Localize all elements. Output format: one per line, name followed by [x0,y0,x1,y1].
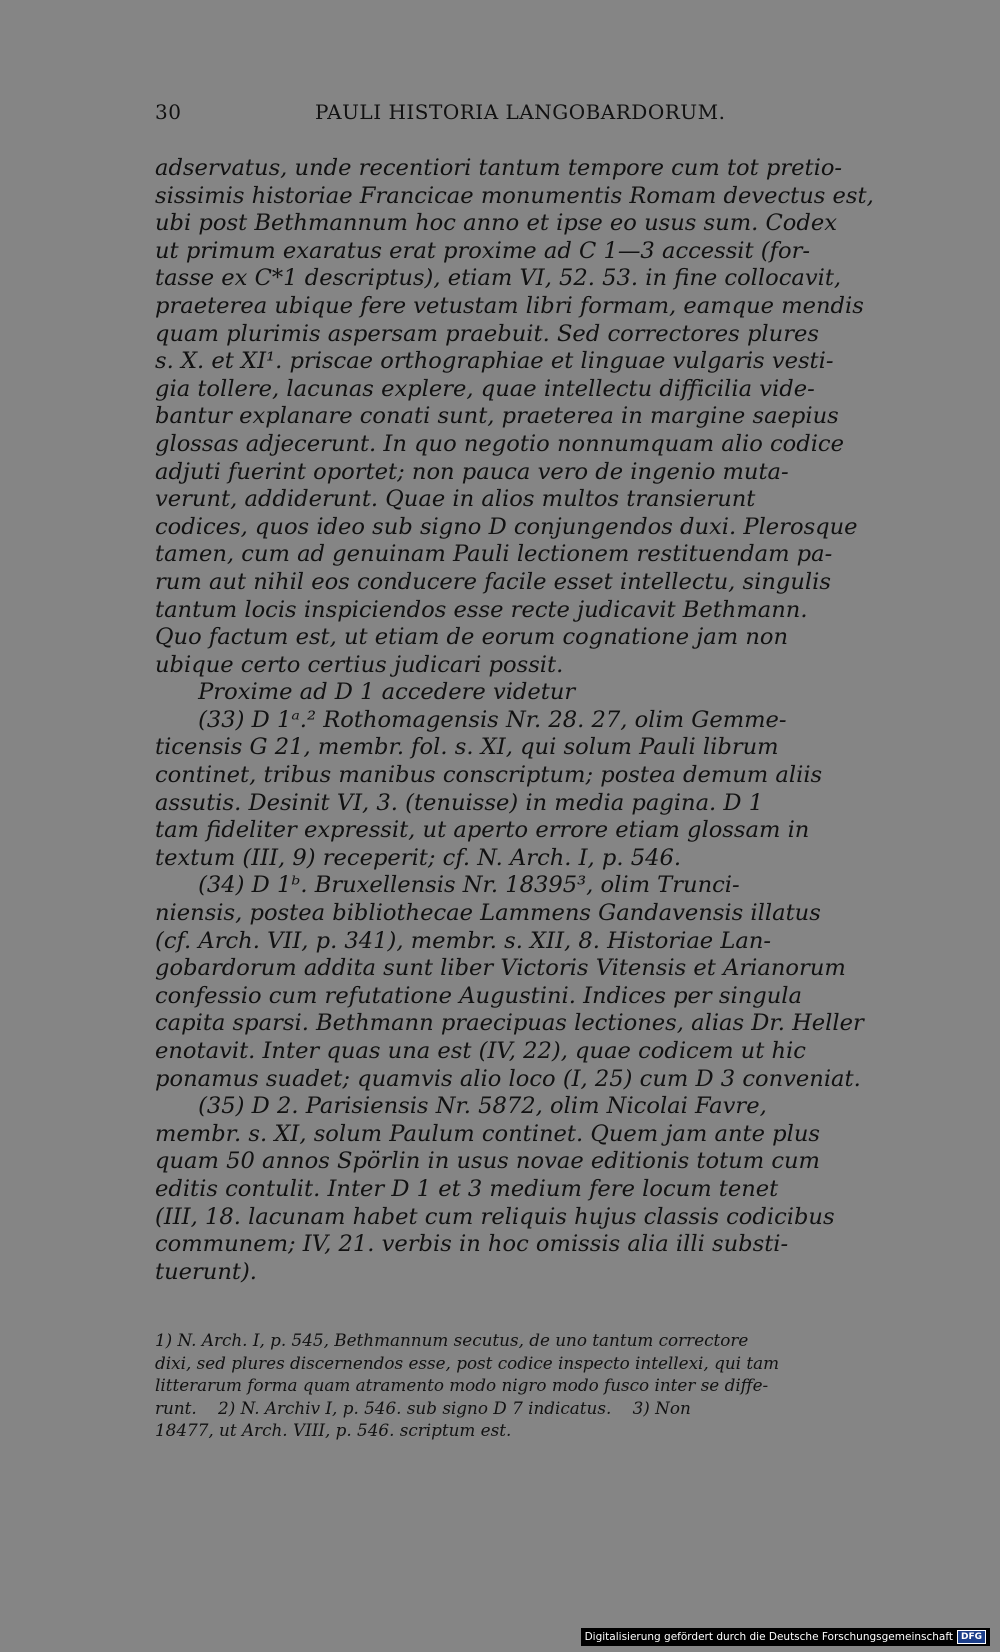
text-line: confessio cum refutatione Augustini. Indices per singula [155,982,802,1009]
page-number: 30 [155,100,182,124]
text-line: communem; IV, 21. verbis in hoc omissis alia illi substi- [155,1231,789,1258]
text-line: niensis, postea bibliothecae Lammens Gandavensis illatus [155,900,821,927]
page-header [155,100,905,130]
text-line: verunt, addiderunt. Quae in alios multos transierunt [155,486,756,513]
text-line: textum (III, 9) receperit; cf. N. Arch. I, p. 546. [155,844,682,871]
footnote-line: dixi, sed plures discernendos esse, post codice inspecto intellexi, qui tam [155,1352,779,1373]
text-line: s. X. et XI¹. priscae orthographiae et linguae vulgaris vesti- [155,348,834,375]
text-line: sissimis historiae Francicae monumentis Romam devectus est, [155,182,874,209]
text-line: tuerunt). [155,1258,257,1285]
text-line: editis contulit. Inter D 1 et 3 medium fere locum tenet [155,1175,779,1202]
text-line: (35) D 2. Parisiensis Nr. 5872, olim Nicolai Favre, [155,1093,767,1120]
text-line: tasse ex C*1 descriptus), etiam VI, 52. 53. in fine collocavit, [155,265,842,292]
text-line: enotavit. Inter quas una est (IV, 22), quae codicem ut hic [155,1038,806,1064]
footnote-line: 1) N. Arch. I, p. 545, Bethmannum secutus, de uno tantum correctore [155,1330,749,1350]
text-line: Quo factum est, ut etiam de eorum cognatione jam non [155,624,789,651]
text-line: (III, 18. lacunam habet cum reliquis hujus classis codicibus [155,1203,835,1230]
text-line: ubi post Bethmannum hoc anno et ipse eo usus sum. Codex [155,210,837,237]
text-line: praeterea ubique fere vetustam libri formam, eamque mendis [155,292,864,319]
main-text [155,155,905,1286]
text-line: ponamus suadet; quamvis alio loco (I, 25) cum D 3 conveniat. [155,1065,861,1092]
dfg-logo: DFG [957,1630,986,1644]
footnote-line: litterarum forma quam atramento modo nigro modo fusco inter se diffe- [155,1375,769,1396]
text-line: (34) D 1ᵇ. Bruxellensis Nr. 18395³, olim Trunci- [155,872,740,899]
funding-note: Digitalisierung gefördert durch die Deutsche Forschungsgemeinschaft [584,1631,953,1643]
text-line: adjuti fuerint oportet; non pauca vero de ingenio muta- [155,458,789,485]
text-line: ubique certo certius judicari possit. [155,651,564,678]
text-line: codices, quos ideo sub signo D conjungendos duxi. Plerosque [155,513,858,540]
text-line: continet, tribus manibus conscriptum; postea demum aliis [155,762,823,789]
text-line: ticensis G 21, membr. fol. s. XI, qui solum Pauli librum [155,734,779,761]
text-line: membr. s. XI, solum Paulum continet. Quem jam ante plus [155,1120,820,1147]
text-line: (33) D 1ᵃ.² Rothomagensis Nr. 28. 27, olim Gemme- [155,706,787,733]
text-line: adservatus, unde recentiori tantum tempore cum tot pretio- [155,155,843,181]
text-line: assutis. Desinit VI, 3. (tenuisse) in media pagina. D 1 [155,789,764,816]
text-line: ut primum exaratus erat proxime ad C 1—3 accessit (for- [155,237,811,264]
text-line: quam plurimis aspersam praebuit. Sed correctores plures [155,320,819,347]
text-line: gia tollere, lacunas explere, quae intellectu difficilia vide- [155,375,815,402]
text-line: (cf. Arch. VII, p. 341), membr. s. XII, 8. Historiae Lan- [155,927,772,954]
footnote-line: 18477, ut Arch. VIII, p. 546. scriptum est. [155,1420,512,1441]
footnotes [155,1329,905,1442]
text-line: rum aut nihil eos conducere facile esset intellectu, singulis [155,568,831,595]
text-line: tam fideliter expressit, ut aperto errore etiam glossam in [155,817,810,844]
text-line: tamen, cum ad genuinam Pauli lectionem restituendam pa- [155,541,833,568]
text-line: bantur explanare conati sunt, praeterea in margine saepius [155,403,839,430]
running-title: PAULI HISTORIA LANGOBARDORUM. [315,100,726,124]
text-line: Proxime ad D 1 accedere videtur [155,679,576,706]
text-line: quam 50 annos Spörlin in usus novae editionis totum cum [155,1148,820,1175]
footnote-line: runt. 2) N. Archiv I, p. 546. sub signo D 7 indicatus. 3) Non [155,1397,691,1418]
text-line: gobardorum addita sunt liber Victoris Vitensis et Arianorum [155,955,846,982]
text-line: capita sparsi. Bethmann praecipuas lectiones, alias Dr. Heller [155,1010,864,1037]
text-line: tantum locis inspiciendos esse recte judicavit Bethmann. [155,596,808,623]
funding-footer [581,1628,990,1646]
text-line: glossas adjecerunt. In quo negotio nonnumquam alio codice [155,430,844,457]
